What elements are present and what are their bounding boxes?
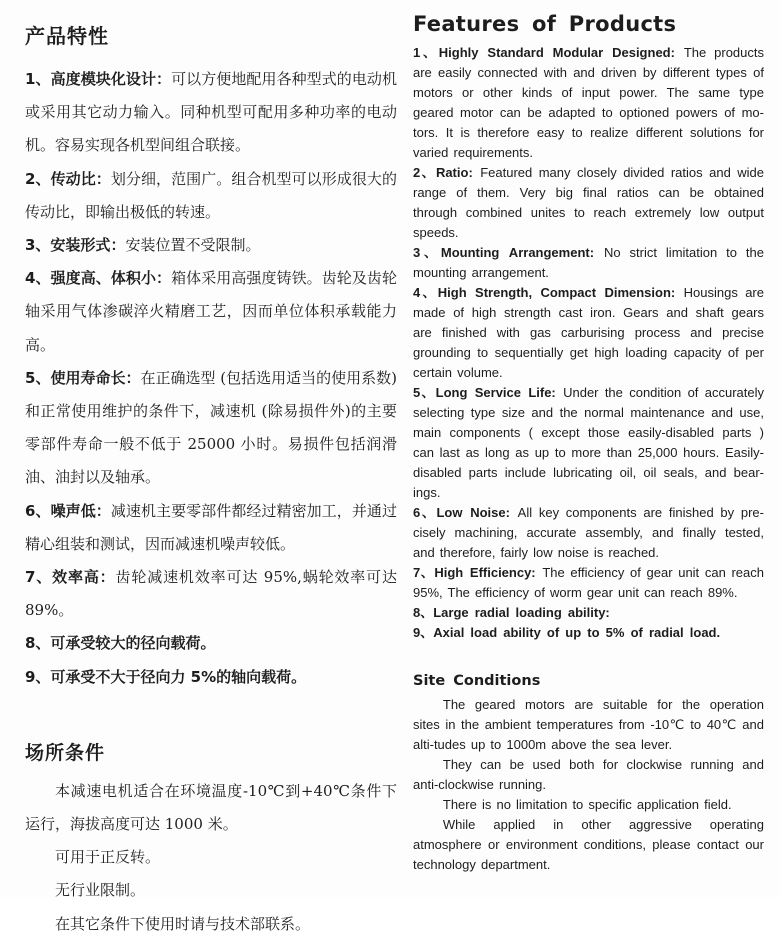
cn-feature-item — [25, 661, 397, 694]
cn-feature-item — [25, 362, 397, 495]
cn-feature-label: 3、安装形式： — [25, 236, 126, 255]
cn-feature-label: 8、可承受较大的径向载荷。 — [25, 634, 216, 653]
cn-site-paragraph: 本减速电机适合在环境温度-10℃到+40℃条件下运行，海拔高度可达 1000 米。 — [25, 781, 397, 834]
cn-feature-text: 可以方便地配用各种型式的电动机或采用其它动力输入。同种机型可配用多种功率的电动机。容易实现各机型间组合联接。 — [25, 70, 397, 155]
cn-feature-text: 安装位置不受限制。 — [125, 236, 261, 255]
en-feature-item — [413, 383, 764, 503]
cn-site-paragraph: 在其它条件下使用时请与技术部联系。 — [55, 914, 311, 933]
english-column — [413, 8, 764, 897]
en-feature-label: 8、Large radial loading ability: — [413, 605, 610, 620]
en-feature-label: 9、Axial load ability of up to 5% of radial load. — [413, 625, 721, 640]
chinese-column — [25, 8, 397, 933]
en-feature-item — [413, 603, 764, 623]
cn-feature-label: 9、可承受不大于径向力 5%的轴向载荷。 — [25, 667, 307, 686]
en-site-paragraph: The geared motors are suitable for the operation sites in the ambient temperatures from -10℃ to 40℃ and alti-tudes up to 1000m above the sea lever. — [413, 697, 764, 752]
cn-feature-label: 7、效率高： — [25, 568, 116, 587]
en-feature-text: Featured many closely divided ratios and wide range of them. Very big final ratios can be obtained through combined unites to reach extremely low output speeds. — [413, 165, 764, 240]
en-feature-item — [413, 623, 764, 643]
en-feature-item — [413, 243, 764, 283]
en-site-paragraph: While applied in other aggressive operating atmosphere or environment conditions, please contact our technology department. — [413, 817, 764, 872]
cn-feature-item — [25, 561, 397, 627]
en-feature-text: Under the condition of accurately selecting type size and the normal maintenance and use, main components ( except those easily-disabled parts ) can last as long as up to more than 25,000 hours. Easily-disabled parts include lubricating oil, oil seals, and bear-ings. — [413, 385, 764, 500]
en-site-paragraph: They can be used both for clockwise running and anti-clockwise running. — [413, 757, 764, 792]
en-feature-item — [413, 503, 764, 563]
cn-feature-label: 5、使用寿命长： — [25, 368, 141, 387]
en-feature-item — [413, 283, 764, 383]
cn-feature-label: 2、传动比： — [25, 169, 111, 188]
en-feature-item — [413, 563, 764, 603]
cn-feature-text: 减速机主要零部件都经过精密加工，并通过精心组装和测试，因而减速机噪声较低。 — [25, 501, 397, 553]
cn-feature-text: 齿轮减速机效率可达 95%,蜗轮效率可达 89%。 — [25, 568, 397, 620]
cn-feature-text: 在正确选型 (包括选用适当的使用系数)和正常使用维护的条件下，减速机 (除易损件外)的主要零部件寿命一般不低于 25000 小时。易损件包括润滑油、油封以及轴承。 — [25, 368, 397, 487]
en-site-paragraph: There is no limitation to specific application field. — [442, 797, 732, 812]
cn-feature-label: 6、噪声低： — [25, 501, 111, 520]
en-feature-label: 7、High Efficiency: — [413, 565, 543, 580]
cn-feature-label: 1、高度模块化设计： — [25, 70, 172, 88]
cn-section-title-features: 产品特性 — [25, 24, 109, 48]
en-feature-label: 1、Highly Standard Modular Designed: — [413, 45, 684, 60]
cn-feature-item — [25, 163, 397, 229]
en-section-title-features: Features of Products — [413, 12, 677, 36]
cn-feature-text: 划分细，范围广。组合机型可以形成很大的传动比，即输出极低的转速。 — [25, 169, 397, 221]
en-site-conditions — [413, 695, 764, 875]
en-feature-item — [413, 43, 764, 163]
en-feature-text: The products are easily connected with and driven by different types of motors or other kinds of input power. The same type geared motor can be adapted to optioned powers of mo-tors. It is therefore easy to realize different solutions for varied requirements. — [413, 45, 765, 160]
en-feature-text: All key components are finished by pre-cisely machining, accurate assembly, and finally tested, and therefore, fairly low noise is reached. — [413, 505, 764, 560]
en-feature-list — [413, 43, 764, 643]
cn-feature-item — [25, 262, 397, 362]
en-feature-text: No strict limitation to the mounting arrangement. — [413, 245, 764, 280]
cn-section-title-site-conditions: 场所条件 — [25, 741, 106, 764]
cn-feature-item — [25, 495, 397, 561]
en-feature-text: Housings are made of high strength cast iron. Gears and shaft gears are finished with gas carburising process and precise grounding to sequentially get high loading capacity of per certain volume. — [413, 285, 764, 380]
cn-feature-item — [25, 63, 397, 163]
cn-feature-text: 箱体采用高强度铸铁。齿轮及齿轮轴采用气体渗碳淬火精磨工艺，因而单位体积承载能力高。 — [25, 269, 397, 354]
cn-feature-item — [25, 627, 397, 660]
en-feature-text: The efficiency of gear unit can reach 95%, The efficiency of worm gear unit can reach 89%. — [413, 565, 764, 600]
en-feature-label: 6、Low Noise: — [413, 505, 518, 520]
cn-site-paragraph: 无行业限制。 — [55, 881, 146, 900]
en-feature-label: 4、High Strength, Compact Dimension: — [413, 285, 684, 300]
cn-feature-label: 4、强度高、体积小： — [25, 269, 172, 288]
en-feature-label: 2、Ratio: — [413, 165, 481, 180]
en-section-title-site-conditions: Site Conditions — [413, 673, 541, 689]
en-feature-label: 3、Mounting Arrangement: — [413, 245, 604, 260]
cn-site-paragraph: 可用于正反转。 — [55, 848, 161, 867]
en-feature-label: 5、Long Service Life: — [413, 385, 564, 400]
cn-feature-list — [25, 63, 397, 694]
cn-site-conditions — [25, 775, 397, 941]
cn-feature-item — [25, 229, 397, 262]
en-feature-item — [413, 163, 764, 243]
